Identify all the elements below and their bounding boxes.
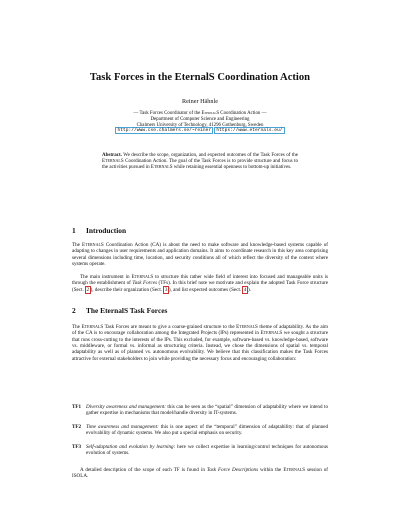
task-force-text: this is one aspect of the “temporal” dimension of adaptability: that of planned evolvability of dynamic systems. We also put a special emphasis on security. (86, 424, 328, 437)
task-force-text: here we collect expertise in learning/control techniques for autonomous evolution of systems. (86, 444, 328, 457)
abstract-text: Coordination Action. The goal of the Task Forces is to provide structure and focus to the activities pursued in (102, 159, 298, 171)
abstract-text: while retaining essential openness to bottom-up initiatives. (172, 165, 292, 171)
task-force-item-1 (72, 404, 328, 417)
task-forces-paragraph-1 (72, 324, 328, 362)
section-title: Introduction (86, 226, 127, 235)
task-force-description (86, 404, 328, 417)
intro-paragraph-2 (72, 274, 328, 293)
affiliation-line-3: Chalmers University of Technology, 41296 Gothenburg, Sweden (136, 123, 264, 129)
task-force-descriptions-term: Task Force Descriptions (206, 467, 259, 473)
para-text: The (72, 324, 82, 330)
task-force-label: TF2 (72, 424, 82, 430)
task-forces-term: Task Forces (132, 280, 157, 287)
task-force-description (86, 424, 328, 437)
eternals-name: EternalS (236, 324, 258, 330)
task-force-text: this can be seen as the “spatial” dimension of adaptability where we intend to gather expertise in mechanisms that model/handle diversity in IT-systems. (86, 404, 328, 417)
para-text: we sought a structure that runs cross-cutting to the interests of the IPs. This excluded, for example, software-based vs. knowledge-based, software vs. middleware, or formal vs. informal as structuring criteria. Instead, we chose the dimensions of spatial vs. temporal adaptability as well as of planned vs. autonomous evolvability. We believe that this classification makes the Task Forces attractive for external stakeholders to join while providing the necessary focus and encouraging collaboration: (72, 330, 329, 362)
abstract (102, 153, 298, 172)
task-force-name: Time awareness and management: (86, 424, 159, 430)
eternals-name: EternalS (131, 274, 154, 280)
affiliation-text: — Task Forces Coordinator of the (133, 111, 202, 116)
task-force-label: TF1 (72, 404, 82, 410)
author-name: Reiner Hähnle (182, 98, 218, 105)
task-force-item-3 (72, 444, 328, 457)
task-forces-paragraph-2 (72, 467, 328, 480)
task-force-name: Self-adaptation and evolution by learning: (86, 444, 176, 450)
eternals-name: EternalS (201, 111, 220, 116)
para-text: ), and list expected outcomes (Sect. (168, 286, 243, 293)
para-text: A detailed description of the scope of each TF is found in (80, 467, 207, 473)
section-heading-task-forces (72, 306, 167, 315)
section-title: The EternalS Task Forces (86, 306, 168, 315)
affiliation-text: Coordination Action — (219, 111, 267, 116)
paper-title: Task Forces in the EternalS Coordination Action (89, 72, 311, 83)
abstract-text: We describe the scope, organization, and expected outcomes of the Task Forces of the (121, 153, 298, 158)
task-force-name: Diversity awareness and management: (86, 404, 166, 410)
para-text: theme of adaptability. As the aim of the CA is to encourage collaboration among the Integrated Projects (IPs) represented in (72, 324, 328, 337)
para-text: ), describe their organization (Sect. (90, 286, 164, 293)
eternals-website-link[interactable]: https://www.eternals.eu/ (216, 128, 283, 133)
affiliation-line-2: Department of Computer Science and Engineering (150, 117, 250, 123)
para-text: ). (247, 286, 251, 293)
para-text: (TFs). In this brief note we motivate and explain the adopted Task Force structure (Sect. (72, 280, 328, 293)
abstract-label: Abstract. (102, 153, 122, 158)
eternals-name: EternalS (82, 242, 104, 248)
section-4-ref-link[interactable]: 4 (243, 286, 247, 293)
para-text: Coordination Action (CA) is about the need to make software and knowledge-based systems capable of adapting to changes in user requirements and application domains. It aims to coordinate research in this key area comprising several dimensions including time, location, and security conditions all of which reflect the diversity of the context where systems operate. (72, 242, 328, 268)
section-number: 1 (72, 226, 76, 235)
author-homepage-link[interactable]: http://www.cse.chalmers.se/~reiner (117, 128, 212, 133)
intro-paragraph-1 (72, 242, 328, 267)
eternals-name: EternalS (283, 467, 306, 473)
section-heading-introduction (72, 226, 126, 235)
eternals-name: EternalS (260, 330, 283, 337)
section-3-ref-link[interactable]: 3 (164, 286, 168, 293)
para-text: within the (258, 467, 284, 473)
author-urls (0, 127, 400, 133)
eternals-name: EternalS (81, 324, 104, 330)
para-text: session of ISOLA. (72, 467, 329, 480)
section-number: 2 (72, 306, 76, 315)
section-2-ref-link[interactable]: 2 (86, 286, 90, 293)
eternals-name: EternalS (150, 165, 173, 171)
para-text: Task Forces are meant to give a coarse-grained structure to the (103, 324, 237, 330)
task-force-description (86, 444, 328, 457)
eternals-name: EternalS (102, 159, 124, 165)
task-force-item-2 (72, 424, 328, 437)
para-text: The (72, 242, 83, 248)
para-text: to structure this rather wide field of interest into focused and manageable units is through the establishment of (72, 274, 328, 287)
task-force-label: TF3 (72, 444, 82, 450)
para-text: The main instrument in (80, 274, 132, 280)
